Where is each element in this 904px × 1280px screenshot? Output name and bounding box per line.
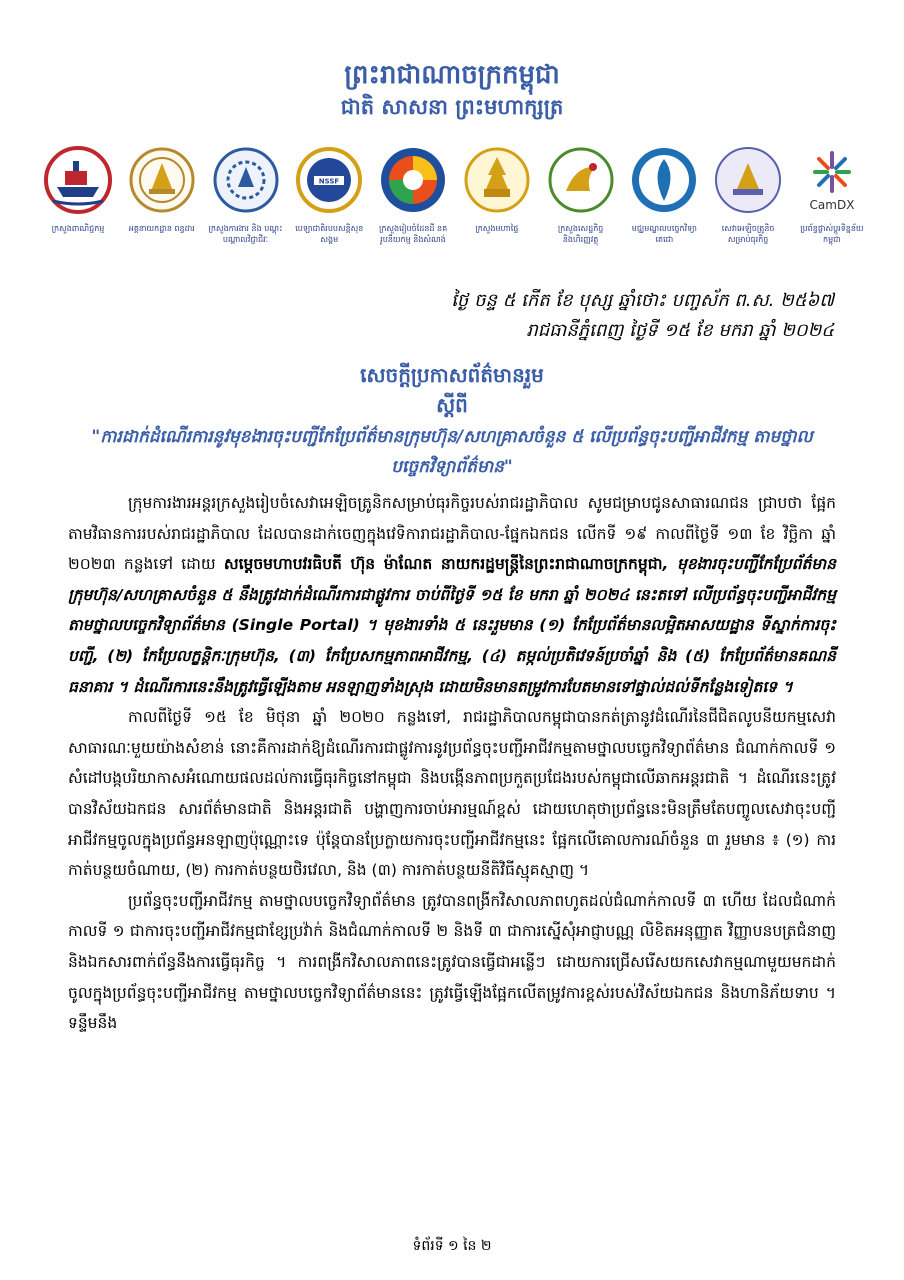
tax-emblem-icon (127, 145, 197, 215)
logo-caption: ក្រសួងសេដ្ឋកិច្ច និងហិរញ្ញវត្ថុ (557, 224, 604, 244)
mef-emblem-icon (546, 145, 616, 215)
logo-mef (543, 145, 619, 255)
land-emblem-icon (378, 145, 448, 215)
logo-interior (459, 145, 535, 255)
logo-caption: ក្រសួងពាណិជ្ជកម្ម (51, 224, 105, 233)
interior-emblem-icon (462, 145, 532, 215)
logo-land (375, 145, 451, 255)
document-body (68, 488, 836, 1039)
paragraph: កាលពីថ្ងៃទី ១៥ ខែ មិថុនា ឆ្នាំ ២០២០ កន្លងទៅ, រាជរដ្ឋាភិបាលកម្ពុជាបានកត់ត្រានូវដំណើរនៃជីជិតលូបនីយកម្មសេវាសាធារណៈមួយយ៉ាងសំខាន់ នោះគឺការដាក់ឱ្យដំណើរការជាផ្លូវការនូវប្រព័ន្ធចុះបញ្ជីអាជីវកម្មតាមថ្នាលបច្ចេកវិទ្យាព័ត៌មាន ជំណាក់កាលទី ១ សំដៅបង្កបរិយាកាសអំណោយផលដល់ការធ្វើធុរកិច្ចនៅកម្ពុជា និងបង្កើនភាពប្រកួតប្រជែងរបស់កម្ពុជាលើឆាកអន្តរជាតិ ។ ដំណើរនេះត្រូវបានវិស័យឯកជន សារព័ត៌មានជាតិ និងអន្តរជាតិ បង្ហាញការចាប់អារម្មណ៍ខ្ពស់ ដោយហេតុថាប្រព័ន្ធនេះមិនត្រឹមតែបញ្ចូលសេវាចុះបញ្ជីអាជីវកម្មចូលក្នុងប្រព័ន្ធអនឡាញប៉ុណ្ណោះទេ ប៉ុន្តែបានប្រែក្លាយការចុះបញ្ជីអាជីវកម្មនេះ ផ្អែកលើគោលការណ៍ចំនួន ៣ រួមមាន ៖ (១) ការកាត់បន្ថយចំណាយ, (២) ការកាត់បន្ថយថិរវេលា, និង (៣) ការកាត់បន្ថយនីតិវិធីស្មុគស្មាញ ។ (68, 708, 836, 880)
kingdom-heading: ព្រះរាជាណាចក្រកម្ពុជា (344, 60, 560, 90)
logo-row (40, 145, 870, 255)
logo-camdx (794, 145, 870, 255)
logo-caption: ប្រព័ន្ធផ្លាស់ប្តូរទិន្នន័យកម្ពុជា (800, 224, 864, 244)
logo-labour (208, 145, 284, 255)
logo-caption: បេឡាជាតិរបបសន្តិសុខ សង្គម (295, 224, 364, 244)
logo-nssf (291, 145, 367, 255)
nssf-emblem-icon (294, 145, 364, 215)
svg-text:NSSF: NSSF (319, 177, 340, 186)
document-title: សេចក្តីប្រកាសព័ត៌មានរួម (360, 363, 544, 387)
solar-date: រាជធានីភ្នំពេញ ថ្ងៃទី ១៥ ខែ មករា ឆ្នាំ ២០២៤ (526, 320, 834, 341)
paragraph (68, 488, 836, 702)
e-services-icon (713, 145, 783, 215)
document-subtitle: ស្តីពី (436, 393, 468, 417)
logo-caption: មជ្ឈមណ្ឌលបច្ចេកវិទ្យា តេជោ (631, 224, 697, 244)
labour-emblem-icon (211, 145, 281, 215)
paragraph-bold-text: សម្តេចមហាបវរធិបតី ហ៊ុន ម៉ាណែត នាយករដ្ឋមន្ត្រីនៃព្រះរាជាណាចក្រកម្ពុជា (223, 555, 663, 574)
logo-e-services (710, 145, 786, 255)
camdx-wordmark: CamDX (809, 198, 855, 212)
logo-techo (626, 145, 702, 255)
ship-emblem-icon (43, 145, 113, 215)
logo-caption: អគ្គនាយកដ្ឋាន ពន្ធដារ (128, 224, 195, 233)
logo-caption: ក្រសួងមហាផ្ទៃ (475, 224, 519, 233)
logo-caption: សេវាអេឡិចត្រូនិច សម្រាប់ធុរកិច្ច (721, 224, 775, 244)
paragraph-text: ក្រុមការងារអន្តរក្រសួងរៀបចំសេវាអេឡិចត្រូនិកសម្រាប់ធុរកិច្ចរបស់រាជរដ្ឋាភិបាល សូមជម្រាបជូនសាធារណជន ជ្រាបថា ផ្អែកតាមវិធានការរបស់រាជរដ្ឋាភិបាល ដែលបានដាក់ចេញក្នុងវេទិការាជរដ្ឋាភិបាល-ផ្នែកឯកជន លើកទី ១៩ កាលពីថ្ងៃទី ១៣ ខែ វិច្ឆិកា ឆ្នាំ ២០២៣ កន្លងទៅ ដោយ (68, 494, 836, 574)
lunar-date: ថ្ងៃ ចន្ទ ៥ កើត ខែ បុស្ស ឆ្នាំថោះ បញ្ចស័ក ព.ស. ២៥៦៧ (451, 290, 834, 311)
paragraph: ប្រព័ន្ធចុះបញ្ជីអាជីវកម្ម តាមថ្នាលបច្ចេកវិទ្យាព័ត៌មាន ត្រូវបានពង្រីកវិសាលភាពហូតដល់ជំណាក់កាលទី ៣ ហើយ ដែលជំណាក់កាលទី ១ ជាការចុះបញ្ជីអាជីវកម្មជាខ្សែប្រវ៉ាក់ និងជំណាក់កាលទី ២ និងទី ៣ ជាការស្នើសុំអាជ្ញាបណ្ណ លិខិតអនុញ្ញាត វិញ្ញាបនបត្រជំនាញ និងឯកសារពាក់ព័ន្ធនឹងការធ្វើធុរកិច្ច ។ ការពង្រីកវិសាលភាពនេះត្រូវបានធ្វើជាអន្លើៗ ដោយការជ្រើសរើសយកសេវាកម្មណាមួយមកដាក់ចូលក្នុងប្រព័ន្ធចុះបញ្ជីអាជីវកម្ម តាមថ្នាលបច្ចេកវិទ្យាព័ត៌មាននេះ ត្រូវធ្វើឡើងផ្អែកលើតម្រូវការខ្ពស់របស់វិស័យឯកជន និងហានិភ័យទាប ។ ទន្ទឹមនឹង (68, 891, 836, 1033)
paragraph-italic-text: , មុខងារចុះបញ្ជីកែប្រែព័ត៌មាន ក្រុមហ៊ុន/សហគ្រាសចំនួន ៥ នឹងត្រូវដាក់ដំណើរការជាផ្លូវការ ចាប់ពីថ្ងៃទី ១៥ ខែ មករា ឆ្នាំ ២០២៤ នេះតទៅ លើប្រព័ន្ធចុះបញ្ជីអាជីវកម្ម តាមថ្នាលបច្ចេកវិទ្យាព័ត៌មាន (Single Portal) ។ មុខងារទាំង ៥ នេះរួមមាន (១) កែប្រែព័ត៌មានលម្អិតអាសយដ្ឋាន ទីស្នាក់ការចុះបញ្ជី, (២) កែប្រែលក្ខន្តិកៈក្រុមហ៊ុន, (៣) កែប្រែសកម្មភាពអាជីវកម្ម, (៤) តម្កល់ប្រតិវេទន៍ប្រចាំឆ្នាំ និង (៥) កែប្រែព័ត៌មានគណនីធនាគារ ។ ដំណើរការនេះនឹងត្រូវធ្វើឡើងតាម អនឡាញទាំងស្រុង ដោយមិនមានតម្រូវការបែតមានទៅផ្ទាល់ដល់ទីកន្លែងទៀតទេ ។ (68, 555, 836, 696)
logo-caption: ក្រសួងការងារ និង បណ្តុះបណ្តាលវិជ្ជាជីវៈ (208, 224, 283, 244)
document-topic: "ការដាក់ដំណើរការនូវមុខងារចុះបញ្ជីកែប្រែព័ត៌មានក្រុមហ៊ុន/សហគ្រាសចំនួន ៥ លើប្រព័ន្ធចុះបញ្ជីអាជីវកម្ម តាមថ្នាលបច្ចេកវិទ្យាព័ត៌មាន" (91, 427, 813, 477)
logo-commerce (40, 145, 116, 255)
camdx-logo-icon (797, 145, 867, 215)
motto-heading: ជាតិ សាសនា ព្រះមហាក្សត្រ (340, 95, 564, 119)
logo-tax (124, 145, 200, 255)
techo-startup-icon (629, 145, 699, 215)
logo-caption: ក្រសួងរៀបចំដែនដី នគរូបនីយកម្ម និងសំណង់ (378, 224, 448, 244)
page-number: ទំព័រទី ១ នៃ ២ (412, 1238, 492, 1254)
